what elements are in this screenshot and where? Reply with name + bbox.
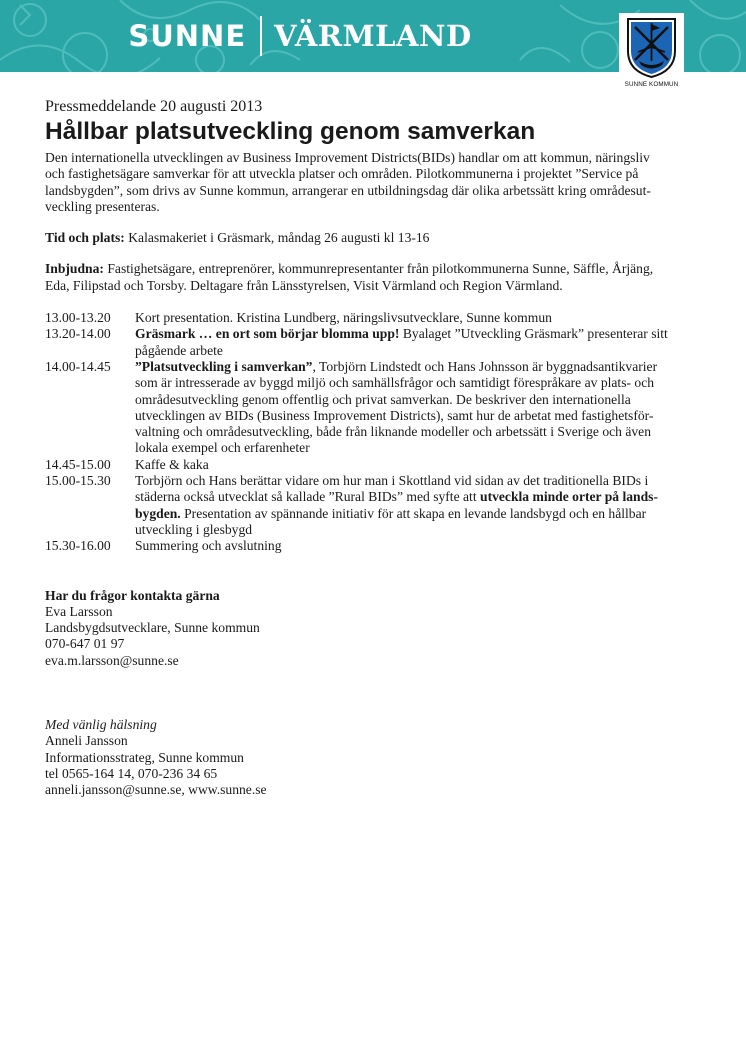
time-place-label: Tid och plats: bbox=[45, 230, 125, 246]
schedule-row bbox=[45, 538, 669, 554]
contact-heading: Har du frågor kontakta gärna bbox=[45, 587, 220, 603]
schedule-description bbox=[135, 359, 669, 457]
schedule-time: 15.30-16.00 bbox=[45, 538, 111, 554]
schedule-row bbox=[45, 359, 669, 457]
contact-phone[interactable]: 070-647 01 97 bbox=[45, 636, 125, 652]
schedule-description bbox=[135, 457, 669, 473]
municipal-crest bbox=[619, 13, 684, 92]
page-title: Hållbar platsutveckling genom samverkan bbox=[45, 118, 536, 145]
schedule-text: Byalaget ”Utveckling Gräsmark” presenterar sitt pågående arbete bbox=[135, 326, 668, 358]
schedule-row bbox=[45, 310, 669, 326]
schedule-time: 13.20-14.00 bbox=[45, 326, 111, 342]
schedule-time: 14.00-14.45 bbox=[45, 358, 111, 374]
signer-name: Anneli Jansson bbox=[45, 733, 128, 749]
schedule-text: Kaffe & kaka bbox=[135, 456, 209, 472]
schedule-row bbox=[45, 473, 669, 538]
invited-paragraph bbox=[45, 261, 669, 294]
coat-of-arms-icon bbox=[626, 17, 677, 79]
invited-text: Fastighetsägare, entreprenörer, kommunrepresentanter från pilotkommunerna Sunne, Säffle, Årjäng, Eda, Filipstad och Torsby. Deltagare från Länsstyrelsen, Visit Värmland och Region Värmland. bbox=[45, 261, 654, 293]
schedule-highlight: ”Platsutveckling i samverkan” bbox=[135, 358, 313, 374]
signer-email-web-link[interactable]: anneli.jansson@sunne.se, www.sunne.se bbox=[45, 782, 267, 798]
schedule-table bbox=[45, 310, 669, 554]
schedule-time: 14.45-15.00 bbox=[45, 456, 111, 472]
schedule-time: 15.00-15.30 bbox=[45, 473, 111, 489]
contact-email-link[interactable]: eva.m.larsson@sunne.se bbox=[45, 652, 179, 668]
signer-role: Informationsstrateg, Sunne kommun bbox=[45, 749, 244, 765]
schedule-description bbox=[135, 538, 669, 554]
crest-label: SUNNE KOMMUN bbox=[624, 81, 679, 88]
contact-name: Eva Larsson bbox=[45, 603, 113, 619]
schedule-text: Summering och avslutning bbox=[135, 538, 282, 554]
schedule-text: , Torbjörn Lindstedt och Hans Johnsson är byggnadsantikvarier som är intresserade av byggd miljö och samhällsfrågor och samtidigt förespråkare av plats- och områdesutveckling genom offentlig och privat samverkan. De beskriver den internationella utvecklingen av BIDs (Business Improvement Districts), samt hur de arbetat med fastighetsför-valtning och områdesutveckling, både från liknande modeller och arbetssätt i Sverige och även lokala exempel och erfarenheter bbox=[135, 358, 658, 456]
schedule-highlight-2: utveckla minde orter på lands-bygden. bbox=[135, 489, 658, 521]
schedule-text: Kort presentation. Kristina Lundberg, näringslivsutvecklare, Sunne kommun bbox=[135, 310, 552, 326]
press-release-body bbox=[45, 97, 669, 799]
schedule-text: Torbjörn och Hans berättar vidare om hur man i Skottland vid sidan av det traditionella BIDs i städerna också utvecklat så kallade ”Rural BIDs” med syfte att bbox=[135, 473, 649, 505]
signer-phone[interactable]: tel 0565-164 14, 070-236 34 65 bbox=[45, 765, 218, 781]
invited-label: Inbjudna: bbox=[45, 261, 104, 277]
schedule-description bbox=[135, 310, 669, 326]
schedule-highlight: Gräsmark … en ort som börjar blomma upp! bbox=[135, 326, 400, 342]
schedule-text-2: Presentation av spännande initiativ för att skapa en levande landsbygd och en hållbar utveckling i glesbygd bbox=[135, 505, 647, 537]
signature-block bbox=[45, 717, 669, 798]
schedule-row bbox=[45, 457, 669, 473]
schedule-description bbox=[135, 326, 669, 359]
schedule-description bbox=[135, 473, 669, 538]
intro-paragraph: Den internationella utvecklingen av Business Improvement Districts(BIDs) handlar om att kommun, näringsliv och fastighetsägare samverkar för att utveckla platser och områden. Pilotkommunerna i projektet ”Service på landsbygden”, som drivs av Sunne kommun, arrangerar en utbildningsdag där olika arbetssätt kring områdesut-veckling presenteras. bbox=[45, 150, 651, 214]
brand-wordmark bbox=[0, 10, 600, 62]
brand-varmland: VÄRMLAND bbox=[274, 19, 472, 53]
contact-block bbox=[45, 588, 669, 669]
brand-sunne: SUNNE bbox=[128, 19, 247, 53]
greeting-text: Med vänlig hälsning bbox=[45, 717, 157, 733]
contact-role: Landsbygdsutvecklare, Sunne kommun bbox=[45, 620, 260, 636]
time-place-paragraph bbox=[45, 230, 669, 246]
press-date-line: Pressmeddelande 20 augusti 2013 bbox=[45, 98, 263, 115]
time-place-text: Kalasmakeriet i Gräsmark, måndag 26 augusti kl 13-16 bbox=[128, 230, 430, 246]
schedule-time: 13.00-13.20 bbox=[45, 310, 111, 326]
schedule-row bbox=[45, 326, 669, 359]
